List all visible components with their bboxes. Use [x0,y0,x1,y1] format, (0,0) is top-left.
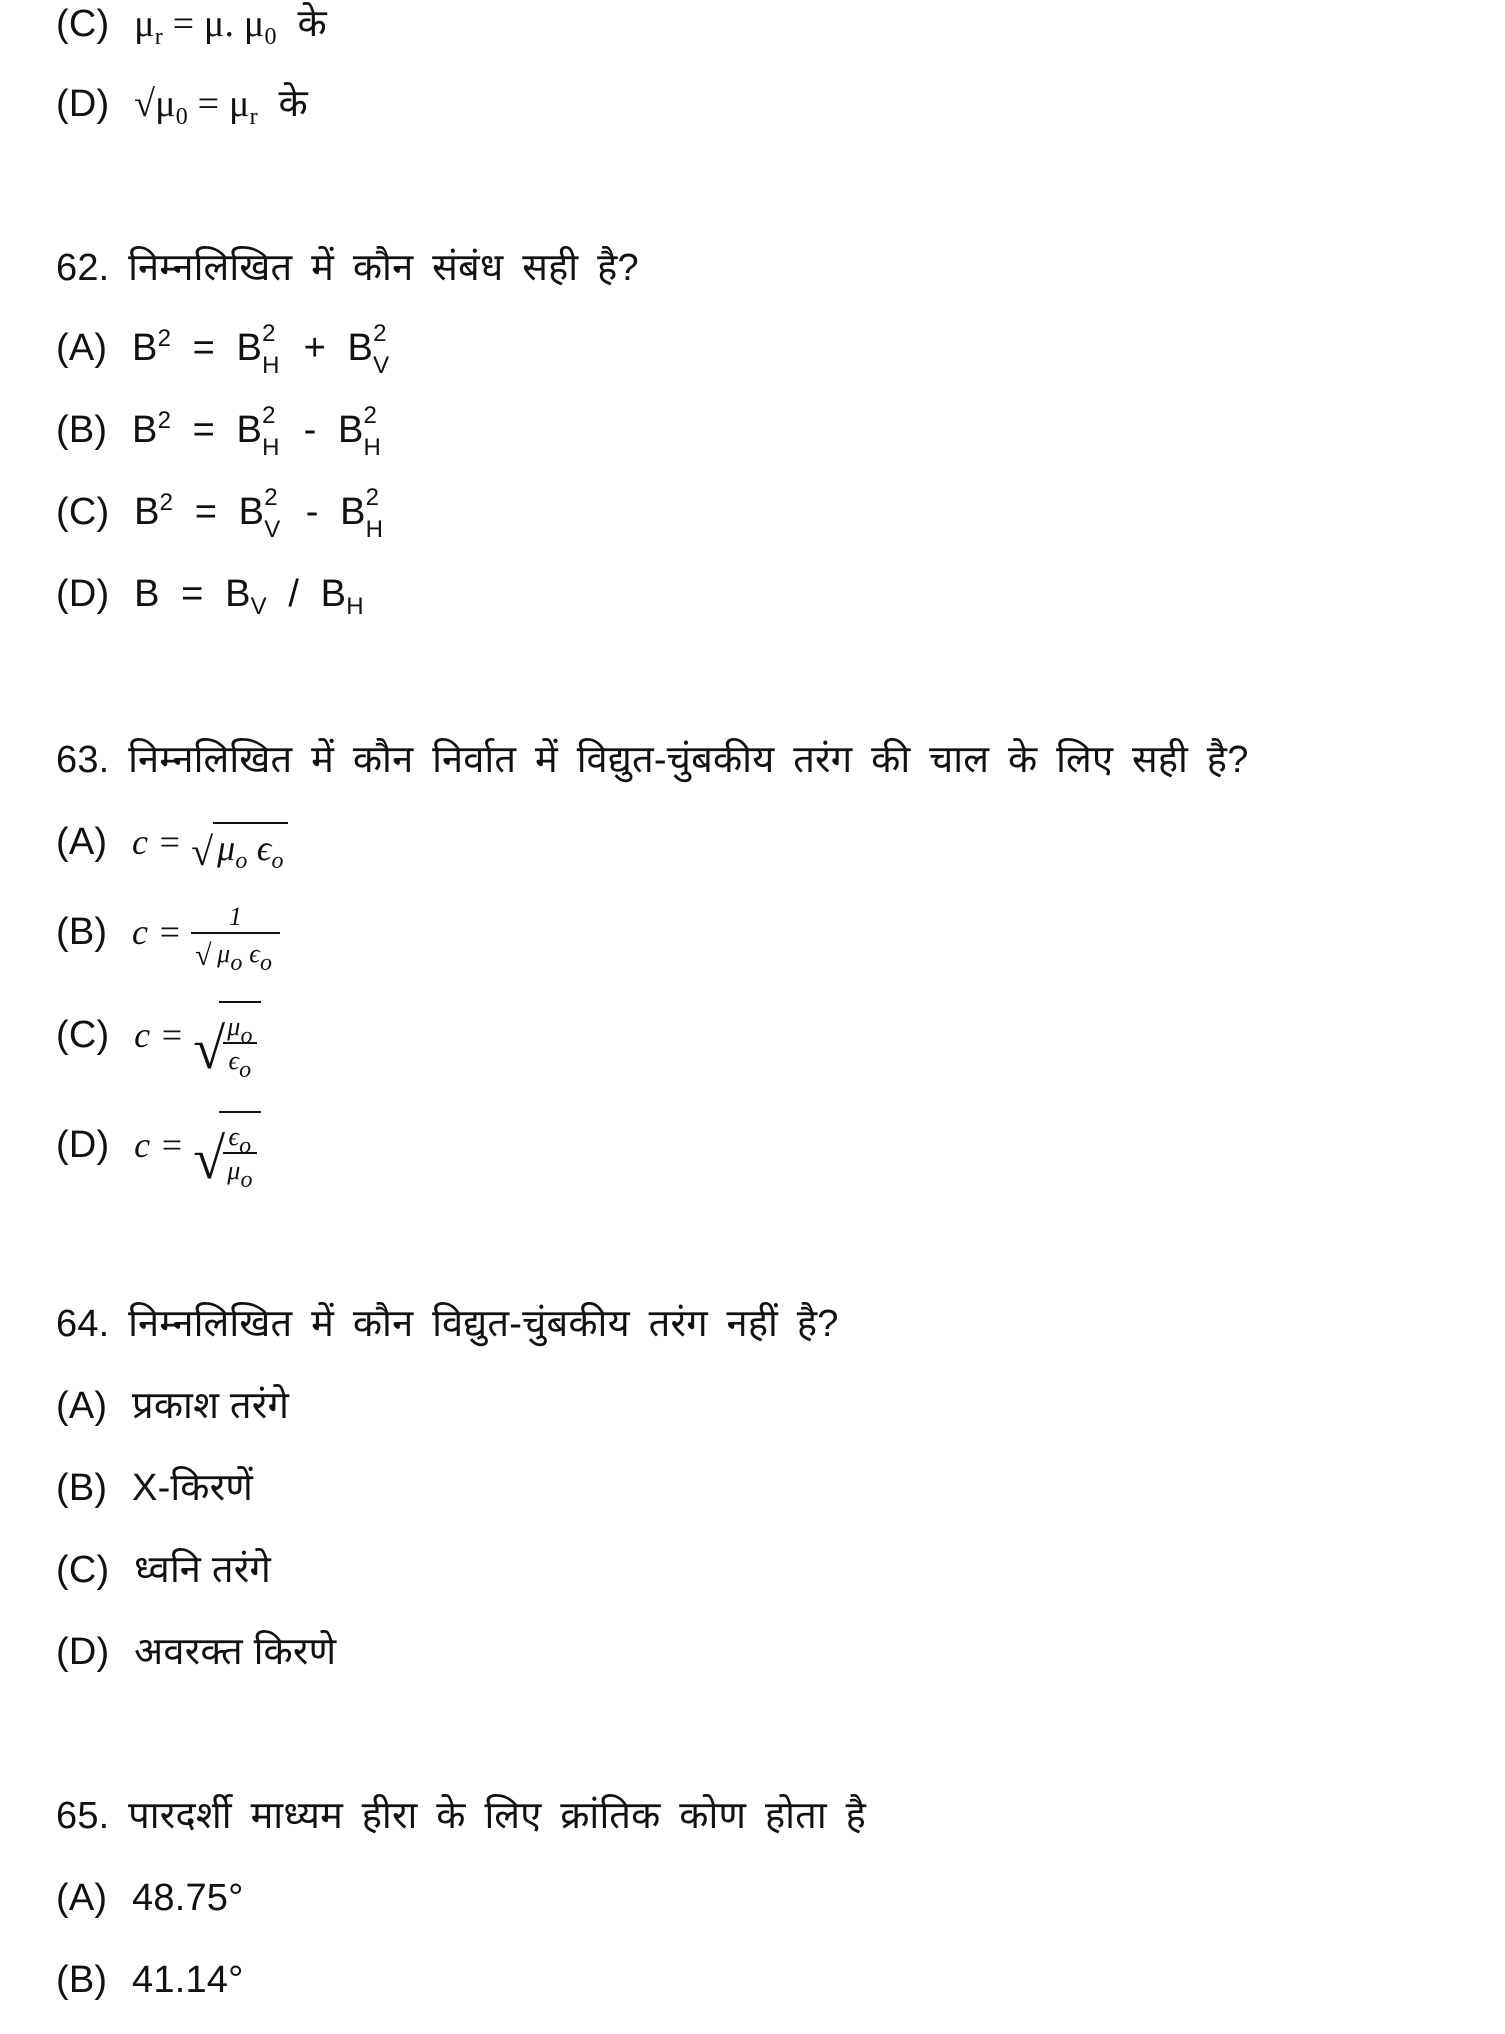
option-text: 48.75° [132,1877,244,1919]
question-63: 63. निम्नलिखित में कौन निर्वात में विद्युत-चुंबकीय तरंग की चाल के लिए सही है? [56,739,1249,781]
q62-option-d [56,572,364,620]
option-label: (B) [56,1959,108,2001]
option-label: (A) [56,1385,108,1427]
option-text: प्रकाश तरंगे [132,1385,290,1427]
option-text: अवरक्त किरणे [134,1631,337,1673]
q62-option-c [56,484,386,543]
option-formula: c = √ $\frac{\epsilon_o}{\mu_o}$ [134,1125,261,1165]
option-formula: c = 1 √ $\mu_o$ $\epsilon_o$ [132,912,280,952]
option-label: (D) [56,1631,110,1673]
option-formula: c = √ $\mu_o$ $\epsilon_o$ [132,822,288,862]
q62-option-a [56,320,393,379]
q65-option-a [56,1876,244,1920]
option-formula: $B^2 = B$ 2 V - B 2 H [134,484,384,543]
option-formula: $B^2 = B$ 2 H - B 2 H [132,402,382,461]
option-text: X-किरणें [132,1467,254,1509]
option-label: (C) [56,1549,110,1591]
q63-option-a [56,820,288,874]
option-label: (B) [56,409,108,451]
question-65: 65. पारदर्शी माध्यम हीरा के लिए क्रांतिक कोण होता है [56,1795,867,1837]
q64-option-c [56,1548,271,1592]
q61-option-c [56,2,327,50]
q64-option-b [56,1466,253,1510]
option-label: (C) [56,1014,110,1056]
q63-option-c [56,1000,261,1084]
option-text: 41.14° [132,1959,244,2001]
question-62: 62. निम्नलिखित में कौन संबंध सही है? [56,247,639,289]
option-label: (A) [56,1877,108,1919]
option-suffix: के [297,3,327,45]
option-label: (A) [56,821,108,863]
q65-option-b [56,1958,244,2002]
q64-option-d [56,1630,336,1674]
option-label: (A) [56,327,108,369]
option-label: (B) [56,911,108,953]
q63-option-b [56,900,280,977]
option-label: (C) [56,491,110,533]
q61-option-d [56,82,308,130]
option-text: ध्वनि तरंगे [134,1549,272,1591]
option-label: (D) [56,1124,110,1166]
option-label: (C) [56,3,110,45]
option-formula: $B^2 = B$ 2 H + B 2 V [132,320,390,379]
option-formula: $√\mu_0 = \mu_r$ [134,83,258,130]
option-formula: $\mu_r = \mu$. $\mu_0$ [134,3,277,50]
option-suffix: के [278,83,308,125]
option-formula: c = √ $\frac{\mu_o}{\epsilon_o}$ [134,1015,261,1055]
option-formula: $B = B_V / B_H$ [134,573,364,620]
question-64: 64. निम्नलिखित में कौन विद्युत-चुंबकीय तरंग नहीं है? [56,1303,839,1345]
option-label: (B) [56,1467,108,1509]
option-label: (D) [56,573,110,615]
option-label: (D) [56,83,110,125]
q62-option-b [56,402,384,461]
q64-option-a [56,1384,289,1428]
q63-option-d [56,1110,261,1194]
